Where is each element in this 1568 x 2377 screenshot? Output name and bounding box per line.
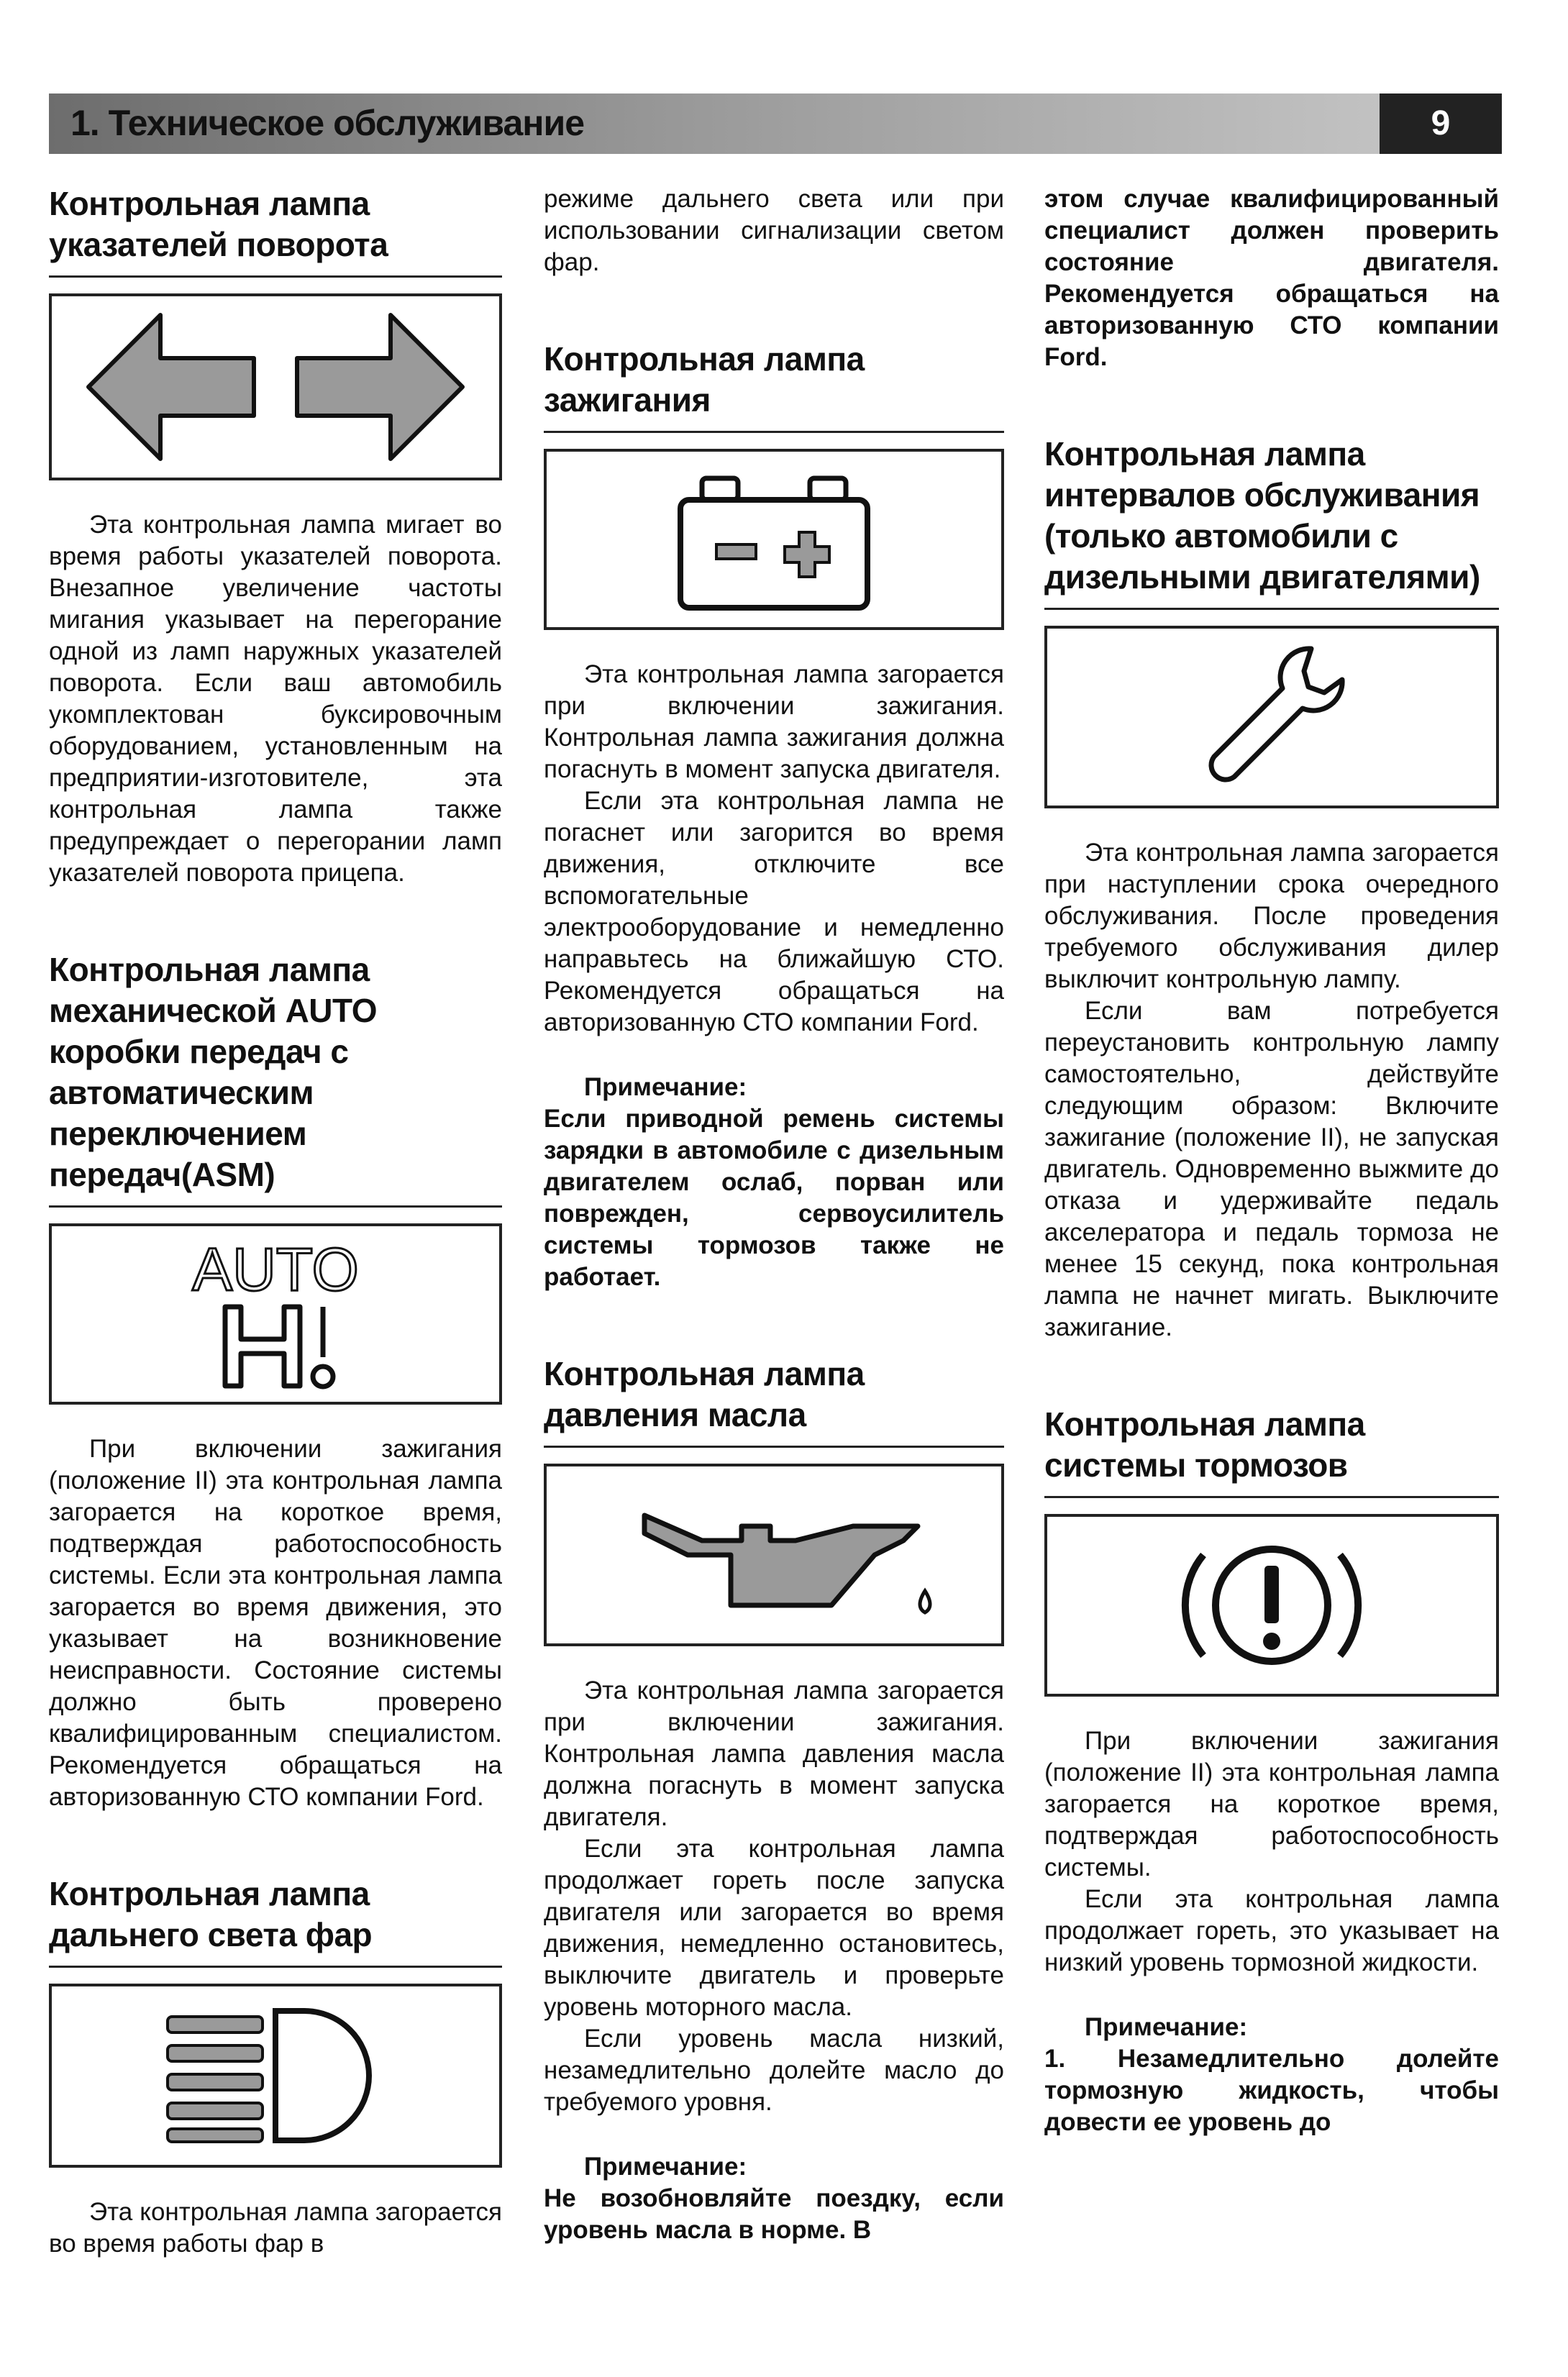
battery-icon: [666, 464, 882, 615]
section-text: Если эта контрольная лампа не погаснет или загорится во время движения, отключите все вспомогательные электрооборудование и немедленно направьтесь на ближайшую СТО. Рекомендуется обращаться на авторизованную СТО компании Ford.: [544, 787, 1004, 1036]
high-beam-icon-box: [49, 1984, 502, 2168]
turn-arrows-icon: [81, 308, 470, 466]
section-title: Контрольная лампа дальнего света фар: [49, 1875, 373, 1953]
section-title: Контрольная лампа зажигания: [544, 340, 865, 419]
section-text: Если эта контрольная лампа продолжает гореть после запуска двигателя или загорается во время движения, немедленно остановитесь, выключите двигатель и проверьте уровень моторного масла.: [544, 1835, 1004, 2021]
chapter-header: [49, 93, 1502, 154]
battery-icon-box: [544, 449, 1004, 630]
section-text: Эта контрольная лампа мигает во время работы указателей поворота. Внезапное увеличение частоты мигания указывает на перегорание одной из ламп наружных указателей поворота. Если ваш автомобиль укомплектован буксировочным оборудованием, установленным на предприятии-изготовителе, эта контрольная лампа также предупреждает о перегорании ламп указателей поворота прицепа.: [49, 511, 502, 887]
section-text: При включении зажигания (положение II) эта контрольная лампа загорается на короткое время, подтверждая работоспособность системы.: [1044, 1727, 1499, 1881]
note-text: 1. Незамедлительно долейте тормозную жидкость, чтобы довести ее уровень до: [1044, 2045, 1499, 2136]
oil-icon-box: [544, 1464, 1004, 1646]
section-brake-system: [1044, 1404, 1499, 2138]
section-ignition: [544, 339, 1004, 1293]
divider: [49, 1966, 502, 1968]
column-right: [1044, 183, 1499, 2138]
page-number: 9: [1380, 93, 1502, 154]
section-text: Эта контрольная лампа загорается во время работы фар в: [49, 2198, 502, 2258]
section-title: Контрольная лампа давления масла: [544, 1355, 865, 1433]
divider: [544, 431, 1004, 433]
note-text: Если приводной ремень системы зарядки в автомобиле с дизельным двигателем ослаб, порван или поврежден, сервоусилитель системы тормозов также не работает.: [544, 1105, 1004, 1291]
section-text: Эта контрольная лампа загорается при наступлении срока очередного обслуживания. После проведения требуемого обслуживания дилер выключит контрольную лампу.: [1044, 839, 1499, 993]
oil-can-icon: [616, 1476, 932, 1634]
section-title: Контрольная лампа системы тормозов: [1044, 1405, 1365, 1484]
column-middle: [544, 183, 1004, 2246]
section-service-interval: [1044, 434, 1499, 1343]
section-text: При включении зажигания (положение II) эта контрольная лампа загорается на короткое время, подтверждая работоспособность системы. Если эта контрольная лампа загорается во время движения, это указывает на возникновение неисправности. Состояние системы должно быть проверено квалифицированным специалистом. Рекомендуется обращаться на авторизованную СТО компании Ford.: [49, 1435, 502, 1811]
brake-warning-icon: [1164, 1526, 1380, 1684]
section-text: Эта контрольная лампа загорается при включении зажигания. Контрольная лампа зажигания должна погаснуть в момент запуска двигателя.: [544, 660, 1004, 783]
column-left: [49, 183, 502, 2260]
section-turn-signals: [49, 183, 502, 889]
note-title: Примечание:: [584, 2153, 747, 2181]
wrench-icon-box: [1044, 626, 1499, 808]
note-title: Примечание:: [1085, 2013, 1248, 2041]
section-asm: [49, 949, 502, 1813]
chapter-title: 1. Техническое обслуживание: [70, 103, 585, 143]
divider: [544, 1446, 1004, 1448]
continued-text: этом случае квалифицированный специалист должен проверить состояние двигателя. Рекомендуется обращаться на авторизованную СТО компании Ford.: [1044, 185, 1499, 371]
section-text: Если уровень масла низкий, незамедлительно долейте масло до требуемого уровня.: [544, 2025, 1004, 2116]
auto-label: AUTO: [192, 1236, 359, 1303]
section-oil-pressure: [544, 1354, 1004, 2246]
divider: [1044, 608, 1499, 610]
auto-gearbox-icon: [182, 1231, 369, 1397]
asm-icon-box: [49, 1223, 502, 1405]
turn-signal-icon-box: [49, 293, 502, 480]
note-title: Примечание:: [584, 1073, 747, 1101]
divider: [1044, 1496, 1499, 1498]
section-text: Если вам потребуется переустановить контрольную лампу самостоятельно, действуйте следующим образом: Включите зажигание (положение II), не запуская двигатель. Одновременно выжмите до отказа и удерживайте педаль акселератора и педаль тормоза не менее 15 секунд, пока контрольная лампа не начнет мигать. Выключите зажигание.: [1044, 997, 1499, 1341]
wrench-icon: [1185, 638, 1358, 796]
section-text: Если эта контрольная лампа продолжает гореть, это указывает на низкий уровень тормозной жидкости.: [1044, 1885, 1499, 1976]
high-beam-icon: [153, 1997, 398, 2155]
section-title: Контрольная лампа механической AUTO коробки передач с автоматическим переключением передач(ASM): [49, 951, 378, 1193]
section-title: Контрольная лампа интервалов обслуживания (только автомобили с дизельными двигателями): [1044, 435, 1480, 596]
section-text: Эта контрольная лампа загорается при включении зажигания. Контрольная лампа давления масла должна погаснуть в момент запуска двигателя.: [544, 1676, 1004, 1831]
note-text: Не возобновляйте поездку, если уровень масла в норме. В: [544, 2184, 1004, 2244]
divider: [49, 1205, 502, 1208]
continued-text: режиме дальнего света или при использовании сигнализации светом фар.: [544, 185, 1004, 276]
section-title: Контрольная лампа указателей поворота: [49, 185, 388, 263]
brake-icon-box: [1044, 1514, 1499, 1697]
section-high-beam: [49, 1874, 502, 2260]
divider: [49, 275, 502, 278]
